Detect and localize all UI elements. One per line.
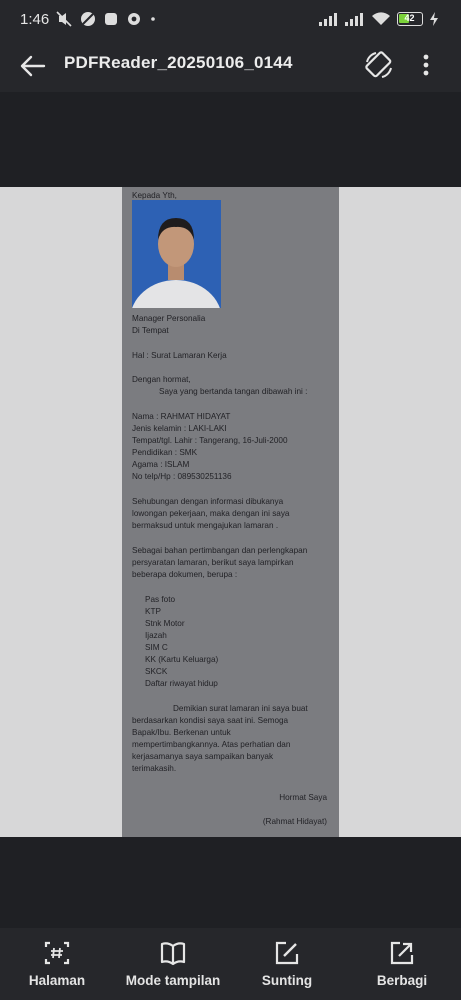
doc-attachment: SKCK xyxy=(145,667,168,676)
doc-field: No telp/Hp : 089530251136 xyxy=(132,472,232,481)
rotate-screen-icon[interactable] xyxy=(364,50,394,80)
edit-icon xyxy=(273,940,301,966)
app-square-icon xyxy=(103,11,119,27)
doc-attachment: KTP xyxy=(145,607,161,616)
charging-icon xyxy=(428,11,440,27)
doc-greeting: Kepada Yth, xyxy=(132,191,177,200)
doc-attachment: Pas foto xyxy=(145,595,176,604)
nav-sunting-label: Sunting xyxy=(261,973,313,988)
doc-recipient: Manager Personalia xyxy=(132,314,206,323)
doc-subject: Hal : Surat Lamaran Kerja xyxy=(132,351,227,360)
doc-field: Agama : ISLAM xyxy=(132,460,190,469)
back-arrow-icon[interactable] xyxy=(18,52,48,80)
doc-closing-line: kerjasamanya saya sampaikan banyak xyxy=(132,752,274,761)
nav-mode-tampilan-label: Mode tampilan xyxy=(125,973,221,988)
settings-notif-icon xyxy=(126,11,142,27)
doc-closing-line: terimakasih. xyxy=(132,764,177,773)
doc-signature: (Rahmat Hidayat) xyxy=(262,817,327,826)
mute-icon xyxy=(56,11,72,27)
doc-paragraph-line: persyaratan lamaran, berikut saya lampirkan xyxy=(132,558,294,567)
doc-attachment: Daftar riwayat hidup xyxy=(145,679,218,688)
more-options-icon[interactable] xyxy=(414,50,438,80)
status-time: 1:46 xyxy=(20,11,50,28)
doc-paragraph-line: lowongan pekerjaan, maka dengan ini saya xyxy=(132,509,290,518)
doc-field: Nama : RAHMAT HIDAYAT xyxy=(132,412,231,421)
battery-indicator xyxy=(397,12,423,26)
doc-paragraph-line: bermaksud untuk mengajukan lamaran . xyxy=(132,521,279,530)
dot-icon xyxy=(150,11,166,27)
pdf-page[interactable] xyxy=(122,187,339,837)
doc-paragraph-line: beberapa dokumen, berupa : xyxy=(132,570,238,579)
status-bar xyxy=(0,0,461,40)
doc-field: Tempat/tgl. Lahir : Tangerang, 16-Juli-2000 xyxy=(132,436,288,445)
share-icon xyxy=(388,940,416,966)
bottom-toolbar xyxy=(0,928,461,1000)
signal-icon xyxy=(318,11,340,27)
doc-attachment: Stnk Motor xyxy=(145,619,185,628)
doc-recipient-place: Di Tempat xyxy=(132,326,169,335)
doc-paragraph-line: Sehubungan dengan informasi dibukanya xyxy=(132,497,284,506)
doc-intro: Saya yang bertanda tangan dibawah ini : xyxy=(159,387,308,396)
doc-attachment: Ijazah xyxy=(145,631,167,640)
nav-halaman[interactable] xyxy=(2,940,112,990)
doc-closing-line: Demikian surat lamaran ini saya buat xyxy=(173,704,308,713)
doc-closing-line: mempertimbangkannya. Atas perhatian dan xyxy=(132,740,291,749)
doc-salutation: Dengan hormat, xyxy=(132,375,191,384)
pdf-viewer[interactable] xyxy=(0,92,461,928)
signal-2-icon xyxy=(344,11,366,27)
doc-regards: Hormat Saya xyxy=(279,793,327,802)
nav-berbagi[interactable] xyxy=(347,940,457,990)
nav-mode-tampilan[interactable] xyxy=(118,940,228,990)
doc-closing-line: Bapak/Ibu. Berkenan untuk xyxy=(132,728,231,737)
app-bar xyxy=(0,40,461,92)
nav-halaman-label: Halaman xyxy=(28,973,86,988)
doc-paragraph-line: Sebagai bahan pertimbangan dan perlengkapan xyxy=(132,546,308,555)
doc-field: Jenis kelamin : LAKI-LAKI xyxy=(132,424,227,433)
wifi-icon xyxy=(371,11,391,27)
doc-attachment: SIM C xyxy=(145,643,168,652)
no-entry-icon xyxy=(80,11,96,27)
doc-attachment: KK (Kartu Keluarga) xyxy=(145,655,219,664)
document-title: PDFReader_20250106_0144 xyxy=(64,53,293,72)
applicant-photo xyxy=(132,200,221,308)
book-icon xyxy=(159,940,187,966)
doc-closing-line: berdasarkan kondisi saya saat ini. Semoga xyxy=(132,716,289,725)
battery-level: 42 xyxy=(404,13,415,23)
doc-field: Pendidikan : SMK xyxy=(132,448,198,457)
nav-berbagi-label: Berbagi xyxy=(376,973,428,988)
nav-sunting[interactable] xyxy=(232,940,342,990)
page-number-icon xyxy=(43,940,71,966)
